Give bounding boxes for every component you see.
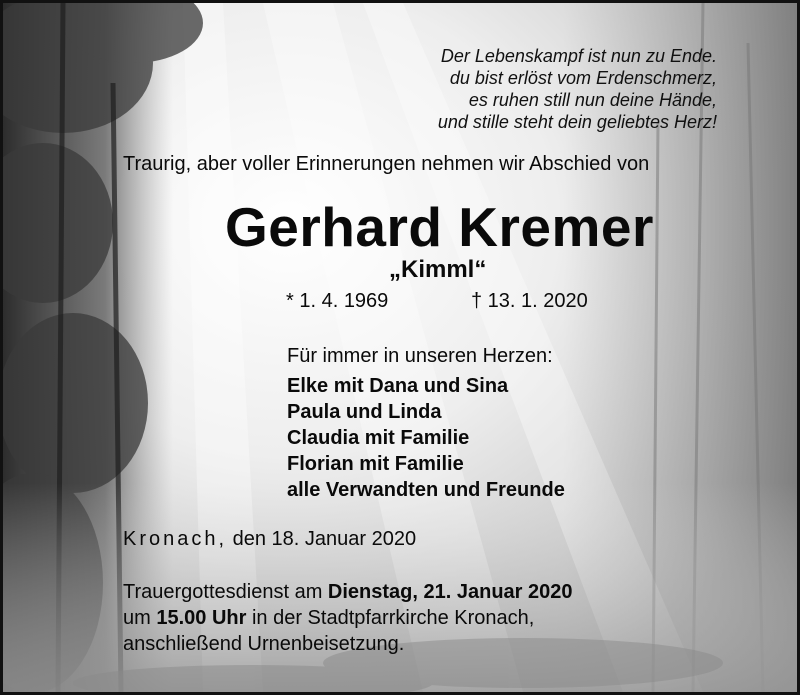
poem-line: und stille steht dein geliebtes Herz! (437, 112, 717, 132)
date: den 18. Januar 2020 (232, 528, 417, 550)
service-line-3: anschließend Urnenbeisetzung. (123, 633, 405, 655)
mourner-line: Claudia mit Familie (287, 427, 470, 449)
place-date-line (123, 528, 416, 551)
service-text: um (123, 607, 157, 629)
poem (438, 45, 717, 133)
birth-date: * 1. 4. 1969 (286, 290, 389, 312)
mourner-line: Florian mit Familie (287, 453, 464, 475)
service-line-2 (123, 605, 573, 631)
service-date: Dienstag, 21. Januar 2020 (327, 581, 573, 603)
service-line-1 (123, 579, 573, 605)
place: Kronach, (123, 528, 228, 550)
poem-line: es ruhen still nun deine Hände, (468, 90, 717, 110)
service-info (123, 579, 573, 657)
intro-line: Traurig, aber voller Erinnerungen nehmen wir Abschied von (123, 153, 650, 175)
service-time: 15.00 Uhr (156, 607, 247, 629)
service-text: Trauergottesdienst am (123, 581, 328, 603)
service-location: in der Stadtpfarrkirche Kronach, (246, 607, 535, 629)
mourner-line: Elke mit Dana und Sina (287, 375, 509, 397)
death-date: † 13. 1. 2020 (471, 290, 588, 312)
deceased-name: Gerhard Kremer (225, 196, 654, 258)
mourner-line: alle Verwandten und Freunde (287, 479, 565, 501)
mourner-line: Paula und Linda (287, 401, 442, 423)
nickname: „Kimml“ (389, 256, 487, 283)
mourners-list (287, 373, 565, 503)
heart-line: Für immer in unseren Herzen: (287, 345, 553, 367)
poem-line: du bist erlöst vom Erdenschmerz, (449, 68, 717, 88)
poem-line: Der Lebenskampf ist nun zu Ende. (440, 46, 717, 66)
